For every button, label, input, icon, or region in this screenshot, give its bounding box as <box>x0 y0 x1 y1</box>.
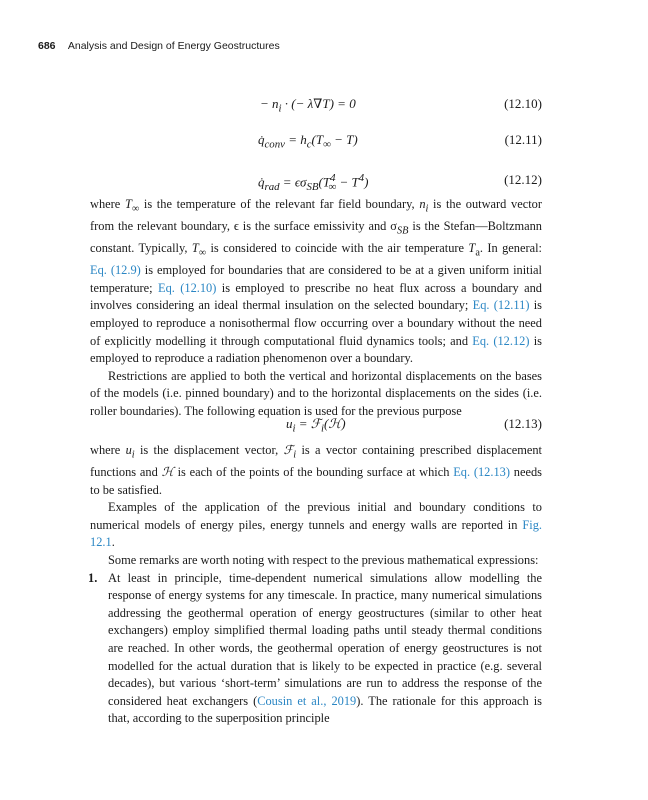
equation-12-11: $q̇_{conv} = h_c(T_\infty - T)$ (12.11) <box>258 132 542 151</box>
paragraph-remarks: Some remarks are worth noting with respect to the previous mathematical expressions: <box>108 553 539 568</box>
paragraph-displacement: where $u_i$ is the displacement vector, ℱ$_i$ is a vector containing prescribed displacement functions and ℋ is each of the points of the bounding surface at which Eq. (12.13) needs to be satisfied. Examples of the application of the previous initial and boundary conditions to numerical models of energy piles, energy tunnels and energy walls are reported in Fig. 12.1. Some remarks are worth noting with respect to the previous mathematical expressions: 1. At least in principle, time-dependent numerical simulations allow modelling the response of energy systems for any timescale. In practice, many numerical simulations addressing the geothermal operation of energy geostructures (similar to other heat exchangers) employ simplified thermal loading paths until steady thermal conditions are reached. In other words, the geothermal operation of energy geostructures is not modelled for the actual duration that is likely to be expected in practice (e.g. several decades), but various ‘short-term’ simulations are run to address the response of the considered heat exchangers (Cousin et al., 2019). The rationale for this approach is that, according to the superposition principle <box>90 442 542 728</box>
page-header <box>38 40 280 52</box>
equation-number: (12.13) <box>504 416 542 431</box>
page-number: 686 <box>38 40 56 52</box>
paragraph-restrictions: Restrictions are applied to both the vertical and horizontal displacements on the bases of the models (i.e. pinned boundary) and to the horizontal displacements on the sides (i.e. roller boundaries). The following equation is used for the previous purpose <box>90 368 542 418</box>
paragraph-examples: Examples of the application of the previous initial and boundary conditions to numerical models of energy piles, energy tunnels and energy walls are reported in Fig. 12.1. <box>90 500 542 550</box>
equation-number: (12.10) <box>504 96 542 111</box>
equation-number: (12.12) <box>504 172 542 187</box>
link-cousin-2019[interactable]: Cousin et al., 2019 <box>257 693 357 708</box>
equation-12-13: $u_i$ = ℱ$_i$(ℋ) (12.13) <box>286 416 542 435</box>
link-eq-12-11[interactable]: Eq. (12.11) <box>472 298 530 313</box>
link-eq-12-9[interactable]: Eq. (12.9) <box>90 263 141 278</box>
equation-12-12: $q̇_{rad} = \epsilon\sigma_{SB}(T^4_\infty - T^4)$ (12.12) <box>258 172 542 193</box>
link-eq-12-10[interactable]: Eq. (12.10) <box>158 280 217 295</box>
equation-number: (12.11) <box>504 132 542 147</box>
link-fig-12-1[interactable]: Fig. 12.1 <box>90 517 542 550</box>
equation-12-10: − $n_i$ · (− λ∇T) = 0 (12.10) <box>260 96 542 115</box>
paragraph-boundary-conditions: where $T_\infty$ is the temperature of the relevant far field boundary, $n_i$ is the outward vector from the relevant boundary, ϵ is the surface emissivity and $\sigma_{SB}$ is the Stefan—Boltzmann constant. Typically, $T_\infty$ is considered to coincide with the air temperature $T_a$. In general: Eq. (12.9) is employed for boundaries that are considered to be at a given uniform initial temperature; Eq. (12.10) is employed to prescribe no heat flux across a boundary and involves considering an ideal thermal insulation on the selected boundary; Eq. (12.11) is employed to reproduce a nonisothermal flow occurring over a boundary without the need of explicitly modelling it through computational fluid dynamics tools; and Eq. (12.12) is employed to reproduce a radiation phenomenon over a boundary. Restrictions are applied to both the vertical and horizontal displacements on the bases of the models (i.e. pinned boundary) and to the horizontal displacements on the sides (i.e. roller boundaries). The following equation is used for the previous purpose <box>90 196 542 421</box>
list-item-number: 1. <box>88 570 98 585</box>
link-eq-12-12[interactable]: Eq. (12.12) <box>472 333 530 348</box>
list-item: 1. At least in principle, time-dependent numerical simulations allow modelling the response of energy systems for any timescale. In practice, many numerical simulations addressing the geothermal operation of energy geostructures (similar to other heat exchangers) employ simplified thermal loading paths until steady thermal conditions are reached. In other words, the geothermal operation of energy geostructures is not modelled for the actual duration that is likely to be expected in practice (e.g. several decades), but various ‘short-term’ simulations are run to address the response of the considered heat exchangers (Cousin et al., 2019). The rationale for this approach is that, according to the superposition principle <box>88 570 542 726</box>
link-eq-12-13[interactable]: Eq. (12.13) <box>453 465 510 480</box>
running-title: Analysis and Design of Energy Geostructures <box>67 40 280 52</box>
